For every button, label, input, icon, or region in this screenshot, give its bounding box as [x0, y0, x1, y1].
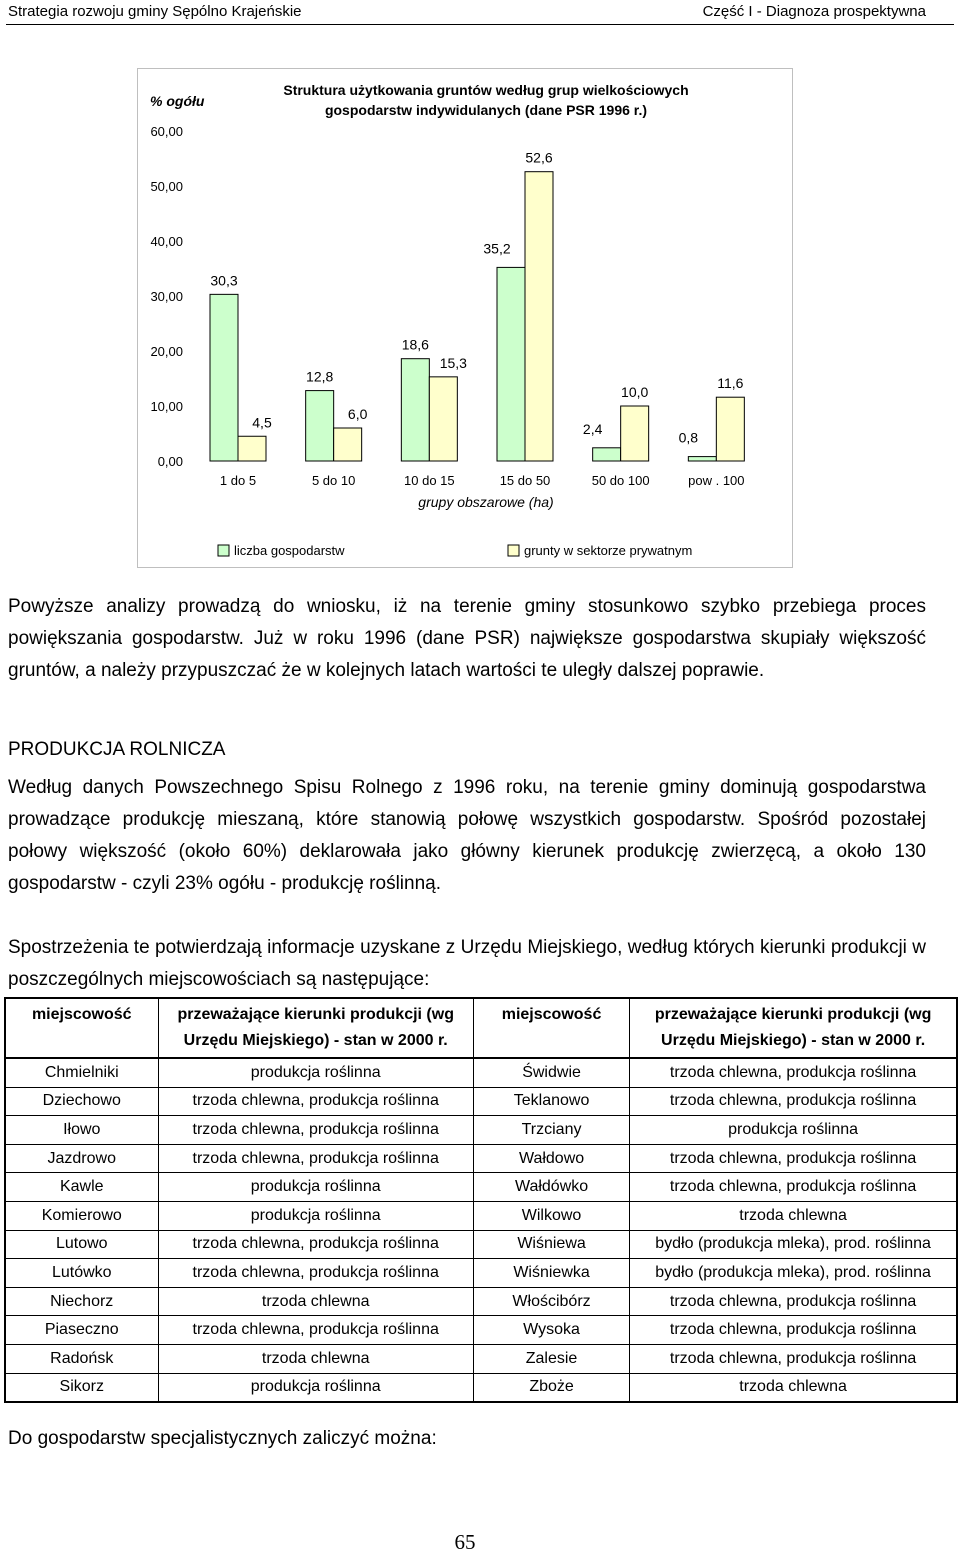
table-row — [5, 1144, 957, 1173]
table-row — [5, 1173, 957, 1202]
cell-production-2: trzoda chlewna, produkcja roślinna — [630, 1058, 957, 1087]
chart-title-line: Struktura użytkowania gruntów według grup wielkościowych — [283, 82, 689, 98]
paragraph-analysis: Powyższe analizy prowadzą do wniosku, iż na terenie gminy stosunkowo szybko przebiega proces powiększania gospodarstw. Już w roku 1996 (dane PSR) największe gospodarstwa skupiały większość gruntów, a należy przypuszczać że w kolejnych latach wartości te uległy dalszej poprawie. — [8, 596, 926, 681]
header-part-title: Część I - Diagnoza prospektywna — [702, 3, 926, 20]
page-number: 65 — [454, 1530, 476, 1554]
cell-production-1: trzoda chlewna, produkcja roślinna — [158, 1316, 473, 1345]
cell-locality-2: Wiśniewa — [473, 1230, 629, 1259]
table-row — [5, 1344, 957, 1373]
cell-locality-1: Lutówko — [5, 1259, 158, 1288]
paragraph-observations: Spostrzeżenia te potwierdzają informacje uzyskane z Urzędu Miejskiego, według których kierunki produkcji w poszczególnych miejscowościach są następujące: — [8, 937, 926, 990]
cell-production-1: trzoda chlewna, produkcja roślinna — [158, 1116, 473, 1145]
cell-locality-2: Zboże — [473, 1373, 629, 1402]
bar-land — [716, 397, 744, 461]
y-tick-label: 20,00 — [150, 344, 183, 359]
table-row — [5, 1259, 957, 1288]
data-label: 30,3 — [210, 272, 238, 289]
cell-locality-1: Iłowo — [5, 1116, 158, 1145]
legend-label: liczba gospodarstw — [234, 543, 345, 558]
cell-production-2: bydło (produkcja mleka), prod. roślinna — [630, 1259, 957, 1288]
chart-frame — [137, 68, 793, 568]
cell-locality-2: Wysoka — [473, 1316, 629, 1345]
cell-production-2: bydło (produkcja mleka), prod. roślinna — [630, 1230, 957, 1259]
bar-chart — [138, 69, 792, 567]
cell-locality-2: Wiśniewka — [473, 1259, 629, 1288]
y-tick-label: 30,00 — [150, 289, 183, 304]
bar-farms — [210, 294, 238, 461]
bar-farms — [497, 267, 525, 461]
x-tick-label: 1 do 5 — [219, 473, 257, 488]
cell-locality-2: Świdwie — [473, 1058, 629, 1087]
data-label: 12,8 — [306, 368, 334, 385]
cell-locality-1: Radońsk — [5, 1344, 158, 1373]
page-header — [0, 0, 960, 28]
cell-production-2: trzoda chlewna, produkcja roślinna — [630, 1316, 957, 1345]
table-row — [5, 1373, 957, 1402]
data-label: 35,2 — [483, 240, 511, 257]
table-row — [5, 1287, 957, 1316]
cell-production-1: produkcja roślinna — [158, 1373, 473, 1402]
data-label: 6,0 — [347, 406, 368, 422]
bar-land — [238, 436, 266, 461]
bar-farms — [593, 448, 621, 461]
y-tick-label: 60,00 — [150, 124, 183, 139]
legend-swatch — [218, 545, 229, 556]
header-production-1: przeważające kierunki produkcji (wg Urzędu Miejskiego) - stan w 2000 r. — [158, 998, 473, 1058]
cell-production-2: trzoda chlewna, produkcja roślinna — [630, 1287, 957, 1316]
legend-label: grunty w sektorze prywatnym — [524, 543, 693, 558]
x-tick-label: 15 do 50 — [499, 473, 551, 488]
table-row — [5, 1201, 957, 1230]
bar-land — [525, 172, 553, 461]
y-tick-label: 40,00 — [150, 234, 183, 249]
table-row — [5, 1230, 957, 1259]
bar-farms — [401, 359, 429, 461]
y-tick-label: 0,00 — [157, 454, 183, 469]
y-tick-label: 10,00 — [150, 399, 183, 414]
cell-locality-2: Wałdowo — [473, 1144, 629, 1173]
cell-production-1: trzoda chlewna, produkcja roślinna — [158, 1087, 473, 1116]
cell-locality-1: Chmielniki — [5, 1058, 158, 1087]
header-divider — [6, 24, 954, 25]
data-label: 10,0 — [621, 384, 649, 400]
data-label: 0,8 — [678, 429, 699, 446]
legend-swatch — [508, 545, 519, 556]
cell-production-2: produkcja roślinna — [630, 1116, 957, 1145]
cell-locality-1: Niechorz — [5, 1287, 158, 1316]
data-label: 52,6 — [525, 149, 553, 166]
y-tick-label: 50,00 — [150, 179, 183, 194]
paragraph-psr: Według danych Powszechnego Spisu Rolnego z 1996 roku, na terenie gminy dominują gospodarstwa prowadzące produkcję mieszaną, które stanowią połowę wszystkich gospodarstw. Spośród pozostałej połowy większość (około 60%) deklarowała jako główny kierunek produkcję zwierzęcą, a około 130 gospodarstw - czyli 23% ogółu - produkcję roślinną. — [8, 777, 926, 894]
header-locality-1: miejscowość — [5, 998, 158, 1058]
cell-locality-1: Piaseczno — [5, 1316, 158, 1345]
cell-production-2: trzoda chlewna — [630, 1201, 957, 1230]
table-body — [5, 1058, 957, 1402]
data-label: 11,6 — [717, 375, 744, 392]
production-table — [4, 997, 958, 1403]
cell-locality-1: Komierowo — [5, 1201, 158, 1230]
cell-locality-2: Wilkowo — [473, 1201, 629, 1230]
cell-production-1: trzoda chlewna — [158, 1287, 473, 1316]
cell-production-1: trzoda chlewna — [158, 1344, 473, 1373]
table-row — [5, 1058, 957, 1087]
cell-production-1: trzoda chlewna, produkcja roślinna — [158, 1144, 473, 1173]
cell-locality-1: Jazdrowo — [5, 1144, 158, 1173]
section-title: PRODUKCJA ROLNICZA — [8, 739, 226, 760]
x-tick-label: 50 do 100 — [591, 473, 650, 488]
cell-production-2: trzoda chlewna, produkcja roślinna — [630, 1144, 957, 1173]
data-label: 18,6 — [401, 336, 429, 353]
cell-production-1: trzoda chlewna, produkcja roślinna — [158, 1259, 473, 1288]
data-label: 2,4 — [582, 420, 603, 437]
chart-title-line: gospodarstw indywidulanych (dane PSR 1996 r.) — [324, 102, 648, 118]
bar-farms — [306, 391, 334, 461]
table-row — [5, 1116, 957, 1145]
table-row — [5, 1316, 957, 1345]
x-tick-label: 10 do 15 — [404, 473, 455, 488]
cell-production-1: produkcja roślinna — [158, 1058, 473, 1087]
y-axis-label: % ogółu — [150, 93, 205, 109]
bar-land — [334, 428, 362, 461]
data-label: 15,3 — [439, 354, 467, 371]
header-production-2: przeważające kierunki produkcji (wg Urzędu Miejskiego) - stan w 2000 r. — [630, 998, 957, 1058]
cell-production-2: trzoda chlewna, produkcja roślinna — [630, 1087, 957, 1116]
cell-production-2: trzoda chlewna — [630, 1373, 957, 1402]
cell-locality-2: Włościbórz — [473, 1287, 629, 1316]
table-header-row — [5, 998, 957, 1058]
cell-locality-1: Dziechowo — [5, 1087, 158, 1116]
cell-production-1: trzoda chlewna, produkcja roślinna — [158, 1230, 473, 1259]
x-axis-label: grupy obszarowe (ha) — [418, 494, 554, 510]
bar-farms — [688, 457, 716, 461]
paragraph-specialist: Do gospodarstw specjalistycznych zaliczyć można: — [8, 1428, 437, 1449]
cell-locality-2: Trzciany — [473, 1116, 629, 1145]
header-locality-2: miejscowość — [473, 998, 629, 1058]
cell-locality-2: Zalesie — [473, 1344, 629, 1373]
cell-locality-1: Lutowo — [5, 1230, 158, 1259]
x-tick-label: pow . 100 — [688, 473, 745, 488]
bar-land — [429, 377, 457, 461]
cell-production-2: trzoda chlewna, produkcja roślinna — [630, 1344, 957, 1373]
cell-production-1: produkcja roślinna — [158, 1201, 473, 1230]
cell-production-1: produkcja roślinna — [158, 1173, 473, 1202]
cell-locality-2: Wałdówko — [473, 1173, 629, 1202]
cell-locality-2: Teklanowo — [473, 1087, 629, 1116]
table-row — [5, 1087, 957, 1116]
cell-production-2: trzoda chlewna, produkcja roślinna — [630, 1173, 957, 1202]
bar-land — [621, 406, 649, 461]
cell-locality-1: Sikorz — [59, 1378, 104, 1396]
header-document-title: Strategia rozwoju gminy Sępólno Krajeńskie — [8, 3, 302, 20]
data-label: 4,5 — [252, 414, 272, 431]
cell-locality-1: Kawle — [5, 1173, 158, 1202]
x-tick-label: 5 do 10 — [311, 473, 356, 488]
